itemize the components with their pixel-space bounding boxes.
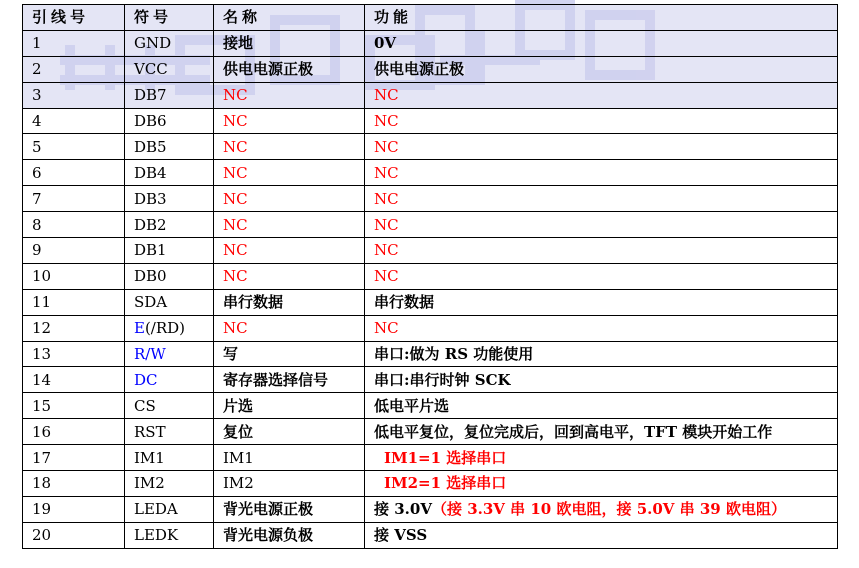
pin-function: 串口:串行时钟 SCK	[365, 367, 838, 393]
pin-function	[365, 445, 838, 471]
pin-name: 串行数据	[214, 289, 365, 315]
pin-symbol: GND	[125, 30, 214, 56]
pin-name: 写	[214, 341, 365, 367]
pin-name	[214, 315, 365, 341]
table-row	[23, 186, 838, 212]
pin-function	[365, 496, 838, 522]
pin-number: 4	[23, 108, 125, 134]
pin-name	[214, 238, 365, 264]
table-row	[23, 82, 838, 108]
nc-label: NC	[374, 215, 399, 234]
nc-label: NC	[223, 267, 248, 286]
pin-symbol: DB1	[125, 238, 214, 264]
table-row	[23, 367, 838, 393]
pin-function	[365, 212, 838, 238]
pin-number: 20	[23, 522, 125, 548]
nc-label: NC	[223, 189, 248, 208]
nc-label: NC	[374, 137, 399, 156]
pin-name: 寄存器选择信号	[214, 367, 365, 393]
pin-number: 14	[23, 367, 125, 393]
pin-symbol: IM1	[125, 445, 214, 471]
nc-label: NC	[223, 112, 248, 130]
pin-name: 复位	[214, 419, 365, 445]
pin-function: 低电平片选	[365, 393, 838, 419]
pin-function: 0V	[365, 30, 838, 56]
pin-name	[214, 186, 365, 212]
pin-number: 8	[23, 212, 125, 238]
pin-symbol: RST	[125, 419, 214, 445]
nc-label: NC	[374, 112, 399, 130]
pin-function	[365, 315, 838, 341]
pin-symbol: LEDA	[125, 496, 214, 522]
pin-name	[214, 108, 365, 134]
pin-number: 9	[23, 238, 125, 264]
pin-symbol: DB2	[125, 212, 214, 238]
nc-label: NC	[223, 163, 248, 182]
pin-name: 供电电源正极	[214, 56, 365, 82]
pin-symbol: DB6	[125, 108, 214, 134]
header-pin-number: 引线号	[23, 5, 125, 31]
pin-number: 17	[23, 445, 125, 471]
pin-definition-table	[22, 4, 838, 549]
pin-symbol: IM2	[125, 471, 214, 497]
table-row	[23, 419, 838, 445]
pin-name: IM1	[214, 445, 365, 471]
pin-name: 背光电源正极	[214, 496, 365, 522]
pin-function	[365, 186, 838, 212]
pin-name: 片选	[214, 393, 365, 419]
pin-function: 供电电源正极	[365, 56, 838, 82]
pin-number: 2	[23, 56, 125, 82]
pin-symbol: CS	[125, 393, 214, 419]
pin-name: IM2	[214, 471, 365, 497]
table-row	[23, 160, 838, 186]
pin-function: 接 VSS	[365, 522, 838, 548]
table-row	[23, 263, 838, 289]
pin-number: 6	[23, 160, 125, 186]
table-row	[23, 289, 838, 315]
symbol-suffix: (/RD)	[144, 319, 186, 338]
pin-symbol: SDA	[125, 289, 214, 315]
pin-number: 18	[23, 471, 125, 497]
pin-number: 13	[23, 341, 125, 367]
nc-label: NC	[223, 241, 248, 260]
nc-label: NC	[374, 163, 399, 182]
pin-number: 7	[23, 186, 125, 212]
table-row	[23, 56, 838, 82]
table-row	[23, 341, 838, 367]
table-header-row	[23, 5, 838, 31]
header-name: 名称	[214, 5, 365, 31]
pin-symbol: VCC	[125, 56, 214, 82]
pin-number: 1	[23, 30, 125, 56]
pin-function	[365, 471, 838, 497]
nc-label: NC	[374, 267, 399, 286]
pin-name	[214, 263, 365, 289]
pin-name	[214, 160, 365, 186]
pin-name: 背光电源负极	[214, 522, 365, 548]
pin-name	[214, 82, 365, 108]
pin-function	[365, 160, 838, 186]
function-note: （接 3.3V 串 10 欧电阻，接 5.0V 串 39 欧电阻）	[431, 500, 786, 519]
pin-number: 16	[23, 419, 125, 445]
header-function: 功能	[365, 5, 838, 31]
pin-function	[365, 108, 838, 134]
nc-label: NC	[374, 86, 399, 105]
symbol-main: R/W	[134, 345, 166, 364]
pin-function	[365, 82, 838, 108]
pin-function: 串口:做为 RS 功能使用	[365, 341, 838, 367]
header-symbol: 符号	[125, 5, 214, 31]
pin-number: 19	[23, 496, 125, 522]
pin-symbol: DB0	[125, 263, 214, 289]
table-row	[23, 108, 838, 134]
pin-function	[365, 263, 838, 289]
pin-number: 15	[23, 393, 125, 419]
table-row	[23, 471, 838, 497]
table-row	[23, 134, 838, 160]
table-row	[23, 315, 838, 341]
nc-label: NC	[223, 86, 248, 105]
function-note: IM1=1 选择串口	[384, 448, 507, 467]
pin-symbol	[125, 367, 214, 393]
pin-name	[214, 212, 365, 238]
pin-symbol: DB4	[125, 160, 214, 186]
nc-label: NC	[223, 319, 248, 338]
pin-function: 低电平复位，复位完成后，回到高电平，TFT 模块开始工作	[365, 419, 838, 445]
pin-symbol	[125, 315, 214, 341]
function-note: IM2=1 选择串口	[384, 474, 507, 493]
table-row	[23, 522, 838, 548]
table-row	[23, 496, 838, 522]
pin-number: 5	[23, 134, 125, 160]
nc-label: NC	[223, 137, 248, 156]
pin-name: 接地	[214, 30, 365, 56]
pin-function: 串行数据	[365, 289, 838, 315]
pin-number: 12	[23, 315, 125, 341]
pin-function	[365, 134, 838, 160]
table-row	[23, 393, 838, 419]
pin-symbol: DB3	[125, 186, 214, 212]
pin-symbol: DB5	[125, 134, 214, 160]
table-row	[23, 445, 838, 471]
pin-symbol	[125, 341, 214, 367]
symbol-main: E	[134, 319, 145, 338]
pin-function	[365, 238, 838, 264]
table-row	[23, 238, 838, 264]
nc-label: NC	[223, 215, 248, 234]
table-row	[23, 212, 838, 238]
symbol-main: DC	[134, 370, 158, 389]
table-row	[23, 30, 838, 56]
nc-label: NC	[374, 241, 399, 260]
pin-symbol: LEDK	[125, 522, 214, 548]
function-main: 接 3.0V	[374, 500, 432, 519]
pin-symbol: DB7	[125, 82, 214, 108]
pin-number: 3	[23, 82, 125, 108]
nc-label: NC	[374, 319, 399, 338]
pin-name	[214, 134, 365, 160]
pin-number: 11	[23, 289, 125, 315]
pin-number: 10	[23, 263, 125, 289]
nc-label: NC	[374, 189, 399, 208]
